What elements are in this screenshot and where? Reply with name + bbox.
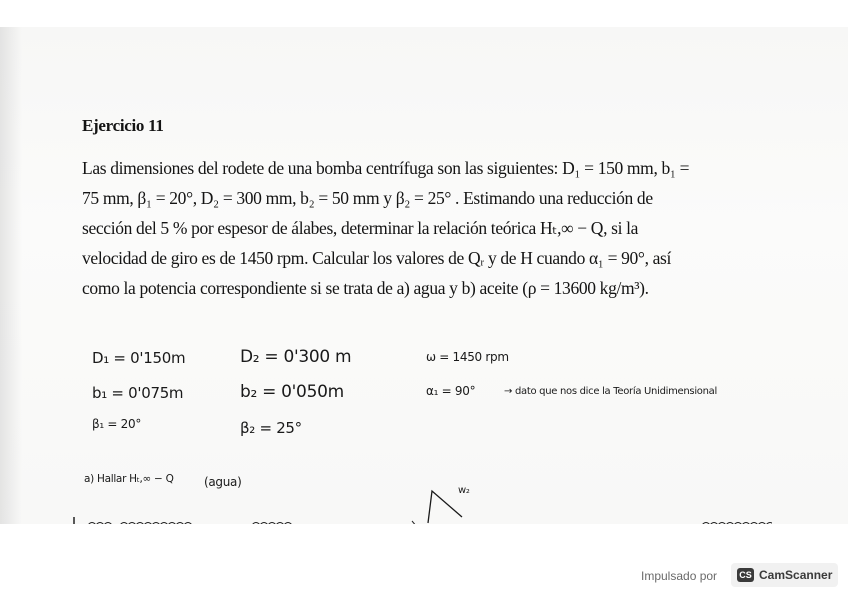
- hw-part-a-fluid: (agua): [204, 475, 242, 489]
- statement-line-2: 75 mm, β₁ = 20°, D₂ = 300 mm, b₂ = 50 mm y β₂ = 25° . Estimando una reducción de: [82, 188, 653, 208]
- camscanner-logo-icon: CS: [737, 568, 754, 582]
- top-margin: [0, 0, 848, 27]
- powered-by-text: Impulsado por: [641, 569, 718, 583]
- scanned-page: [0, 27, 848, 524]
- cut-off-ink-strokes: [72, 515, 772, 524]
- hw-arrow-note: → dato que nos dice la Teoría Unidimensional: [504, 386, 717, 397]
- statement-line-5: como la potencia correspondiente si se trata de a) agua y b) aceite (ρ = 13600 kg/m³).: [82, 278, 649, 298]
- exercise-title: Ejercicio 11: [82, 116, 164, 135]
- hw-omega: ω = 1450 rpm: [426, 350, 509, 364]
- camscanner-badge[interactable]: [731, 563, 838, 587]
- hw-b2: b₂ = 0'050m: [240, 382, 344, 402]
- hw-d2: D₂ = 0'300 m: [240, 347, 352, 367]
- hw-beta2: β₂ = 25°: [240, 419, 302, 437]
- sketch-label-w2: w₂: [458, 485, 470, 496]
- statement-line-4: velocidad de giro es de 1450 rpm. Calcular los valores de Qᵣ y de H cuando α₁ = 90°, así: [82, 248, 672, 268]
- hw-alpha1: α₁ = 90°: [426, 384, 476, 398]
- hw-d1: D₁ = 0'150m: [92, 349, 186, 367]
- hw-part-a: a) Hallar Hₜ,∞ − Q: [84, 473, 174, 485]
- camscanner-brand-name: CamScanner: [759, 568, 833, 582]
- footer-area: [0, 524, 848, 599]
- page-edge-shadow: [0, 27, 22, 524]
- hw-beta1: β₁ = 20°: [92, 417, 142, 431]
- hw-b1: b₁ = 0'075m: [92, 384, 184, 402]
- cut-off-handwriting-line: [72, 515, 772, 524]
- statement-line-3: sección del 5 % por espesor de álabes, determinar la relación teórica Hₜ,∞ − Q, si la: [82, 218, 639, 238]
- statement-line-1: Las dimensiones del rodete de una bomba centrífuga son las siguientes: D₁ = 150 mm, b₁ =: [82, 158, 690, 178]
